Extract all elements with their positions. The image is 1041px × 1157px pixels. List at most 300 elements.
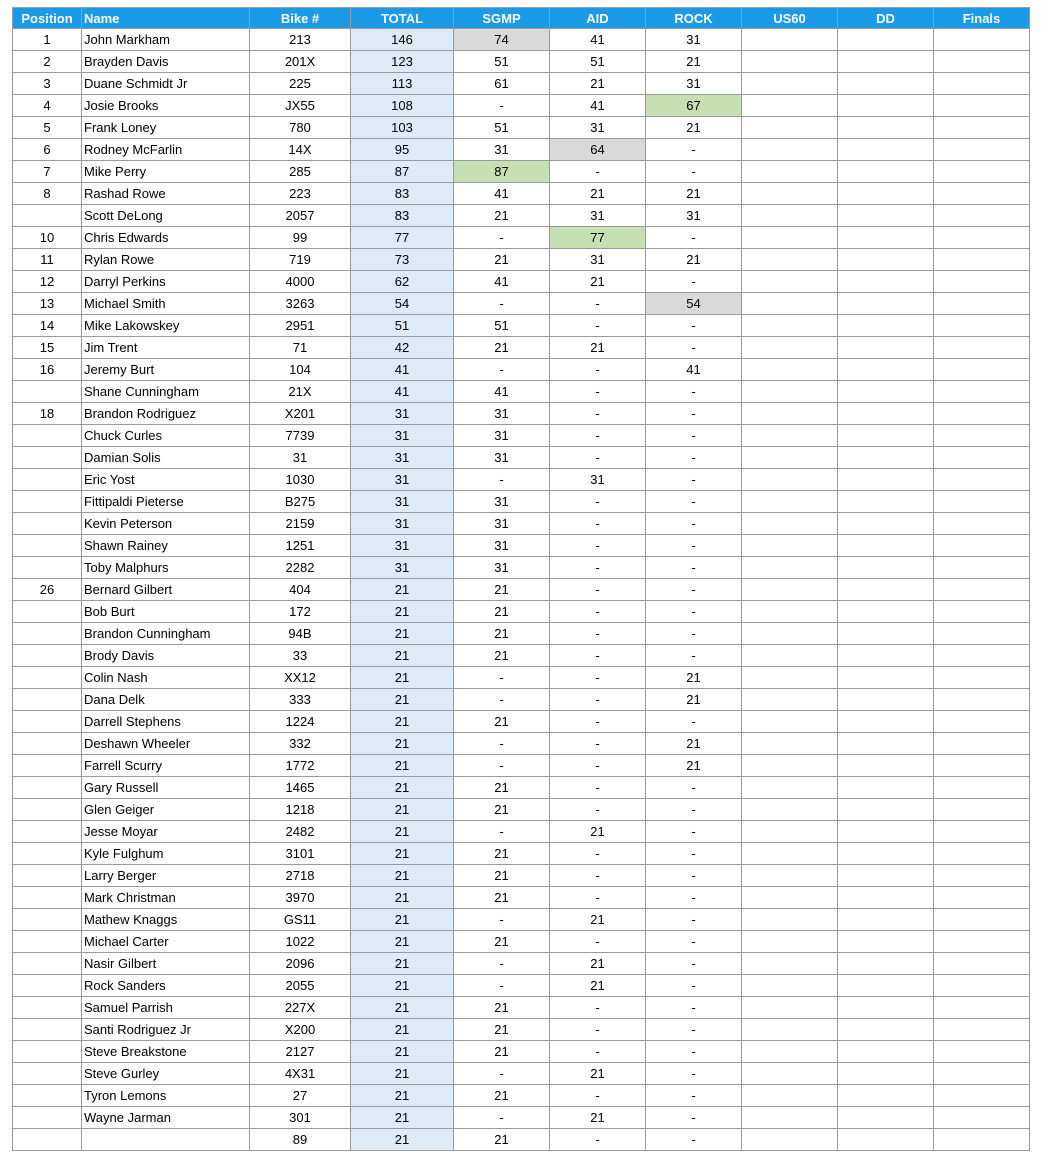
us60-points-cell[interactable]: [742, 1107, 838, 1129]
header-rock[interactable]: ROCK: [646, 8, 742, 29]
total-points-cell[interactable]: 54: [351, 293, 454, 315]
us60-points-cell[interactable]: [742, 1041, 838, 1063]
position-cell[interactable]: 11: [13, 249, 82, 271]
dd-points-cell[interactable]: [838, 997, 934, 1019]
finals-points-cell[interactable]: [934, 865, 1030, 887]
aid-points-cell[interactable]: 21: [550, 1107, 646, 1129]
total-points-cell[interactable]: 62: [351, 271, 454, 293]
total-points-cell[interactable]: 108: [351, 95, 454, 117]
rock-points-cell[interactable]: -: [646, 1063, 742, 1085]
us60-points-cell[interactable]: [742, 51, 838, 73]
aid-points-cell[interactable]: -: [550, 755, 646, 777]
sgmp-points-cell[interactable]: 21: [454, 645, 550, 667]
position-cell[interactable]: [13, 799, 82, 821]
sgmp-points-cell[interactable]: 21: [454, 205, 550, 227]
dd-points-cell[interactable]: [838, 205, 934, 227]
aid-points-cell[interactable]: 41: [550, 95, 646, 117]
aid-points-cell[interactable]: -: [550, 491, 646, 513]
rider-name-cell[interactable]: Farrell Scurry: [82, 755, 250, 777]
bike-number-cell[interactable]: 223: [250, 183, 351, 205]
rider-name-cell[interactable]: Santi Rodriguez Jr: [82, 1019, 250, 1041]
sgmp-points-cell[interactable]: -: [454, 975, 550, 997]
rock-points-cell[interactable]: -: [646, 975, 742, 997]
finals-points-cell[interactable]: [934, 887, 1030, 909]
finals-points-cell[interactable]: [934, 711, 1030, 733]
position-cell[interactable]: 10: [13, 227, 82, 249]
dd-points-cell[interactable]: [838, 865, 934, 887]
dd-points-cell[interactable]: [838, 1129, 934, 1151]
finals-points-cell[interactable]: [934, 755, 1030, 777]
finals-points-cell[interactable]: [934, 95, 1030, 117]
sgmp-points-cell[interactable]: 31: [454, 491, 550, 513]
rider-name-cell[interactable]: Brayden Davis: [82, 51, 250, 73]
sgmp-points-cell[interactable]: 41: [454, 183, 550, 205]
finals-points-cell[interactable]: [934, 601, 1030, 623]
us60-points-cell[interactable]: [742, 865, 838, 887]
rock-points-cell[interactable]: -: [646, 1019, 742, 1041]
bike-number-cell[interactable]: 2951: [250, 315, 351, 337]
aid-points-cell[interactable]: -: [550, 535, 646, 557]
rock-points-cell[interactable]: -: [646, 953, 742, 975]
position-cell[interactable]: [13, 491, 82, 513]
total-points-cell[interactable]: 87: [351, 161, 454, 183]
bike-number-cell[interactable]: 3263: [250, 293, 351, 315]
finals-points-cell[interactable]: [934, 843, 1030, 865]
sgmp-points-cell[interactable]: 31: [454, 513, 550, 535]
bike-number-cell[interactable]: 2096: [250, 953, 351, 975]
dd-points-cell[interactable]: [838, 469, 934, 491]
rock-points-cell[interactable]: -: [646, 227, 742, 249]
sgmp-points-cell[interactable]: 21: [454, 623, 550, 645]
aid-points-cell[interactable]: 77: [550, 227, 646, 249]
position-cell[interactable]: [13, 205, 82, 227]
rider-name-cell[interactable]: Rock Sanders: [82, 975, 250, 997]
sgmp-points-cell[interactable]: -: [454, 469, 550, 491]
bike-number-cell[interactable]: 301: [250, 1107, 351, 1129]
us60-points-cell[interactable]: [742, 755, 838, 777]
rock-points-cell[interactable]: -: [646, 711, 742, 733]
rock-points-cell[interactable]: -: [646, 535, 742, 557]
rider-name-cell[interactable]: Damian Solis: [82, 447, 250, 469]
aid-points-cell[interactable]: -: [550, 1041, 646, 1063]
us60-points-cell[interactable]: [742, 469, 838, 491]
total-points-cell[interactable]: 31: [351, 469, 454, 491]
rock-points-cell[interactable]: -: [646, 447, 742, 469]
header-name[interactable]: Name: [82, 8, 250, 29]
position-cell[interactable]: 2: [13, 51, 82, 73]
us60-points-cell[interactable]: [742, 799, 838, 821]
rider-name-cell[interactable]: Colin Nash: [82, 667, 250, 689]
aid-points-cell[interactable]: -: [550, 623, 646, 645]
total-points-cell[interactable]: 21: [351, 799, 454, 821]
rider-name-cell[interactable]: Jeremy Burt: [82, 359, 250, 381]
position-cell[interactable]: [13, 975, 82, 997]
rider-name-cell[interactable]: Steve Breakstone: [82, 1041, 250, 1063]
rock-points-cell[interactable]: -: [646, 161, 742, 183]
total-points-cell[interactable]: 95: [351, 139, 454, 161]
us60-points-cell[interactable]: [742, 777, 838, 799]
rock-points-cell[interactable]: 41: [646, 359, 742, 381]
total-points-cell[interactable]: 31: [351, 491, 454, 513]
aid-points-cell[interactable]: -: [550, 601, 646, 623]
us60-points-cell[interactable]: [742, 645, 838, 667]
sgmp-points-cell[interactable]: 31: [454, 425, 550, 447]
total-points-cell[interactable]: 21: [351, 601, 454, 623]
dd-points-cell[interactable]: [838, 403, 934, 425]
bike-number-cell[interactable]: 94B: [250, 623, 351, 645]
sgmp-points-cell[interactable]: -: [454, 909, 550, 931]
sgmp-points-cell[interactable]: 51: [454, 117, 550, 139]
position-cell[interactable]: 3: [13, 73, 82, 95]
us60-points-cell[interactable]: [742, 1063, 838, 1085]
aid-points-cell[interactable]: 21: [550, 953, 646, 975]
rock-points-cell[interactable]: 54: [646, 293, 742, 315]
finals-points-cell[interactable]: [934, 271, 1030, 293]
finals-points-cell[interactable]: [934, 491, 1030, 513]
header-sgmp[interactable]: SGMP: [454, 8, 550, 29]
us60-points-cell[interactable]: [742, 887, 838, 909]
dd-points-cell[interactable]: [838, 315, 934, 337]
us60-points-cell[interactable]: [742, 161, 838, 183]
dd-points-cell[interactable]: [838, 425, 934, 447]
aid-points-cell[interactable]: 41: [550, 29, 646, 51]
rock-points-cell[interactable]: -: [646, 799, 742, 821]
rock-points-cell[interactable]: -: [646, 139, 742, 161]
finals-points-cell[interactable]: [934, 249, 1030, 271]
total-points-cell[interactable]: 83: [351, 205, 454, 227]
bike-number-cell[interactable]: 2159: [250, 513, 351, 535]
total-points-cell[interactable]: 21: [351, 579, 454, 601]
aid-points-cell[interactable]: -: [550, 447, 646, 469]
bike-number-cell[interactable]: GS11: [250, 909, 351, 931]
total-points-cell[interactable]: 21: [351, 843, 454, 865]
us60-points-cell[interactable]: [742, 403, 838, 425]
finals-points-cell[interactable]: [934, 315, 1030, 337]
us60-points-cell[interactable]: [742, 249, 838, 271]
position-cell[interactable]: 4: [13, 95, 82, 117]
rock-points-cell[interactable]: 21: [646, 733, 742, 755]
dd-points-cell[interactable]: [838, 183, 934, 205]
sgmp-points-cell[interactable]: 21: [454, 1019, 550, 1041]
us60-points-cell[interactable]: [742, 579, 838, 601]
finals-points-cell[interactable]: [934, 645, 1030, 667]
position-cell[interactable]: [13, 667, 82, 689]
sgmp-points-cell[interactable]: 21: [454, 887, 550, 909]
rock-points-cell[interactable]: -: [646, 491, 742, 513]
rider-name-cell[interactable]: Michael Carter: [82, 931, 250, 953]
dd-points-cell[interactable]: [838, 73, 934, 95]
aid-points-cell[interactable]: -: [550, 931, 646, 953]
sgmp-points-cell[interactable]: -: [454, 293, 550, 315]
us60-points-cell[interactable]: [742, 975, 838, 997]
bike-number-cell[interactable]: 1022: [250, 931, 351, 953]
sgmp-points-cell[interactable]: -: [454, 953, 550, 975]
bike-number-cell[interactable]: 1465: [250, 777, 351, 799]
finals-points-cell[interactable]: [934, 777, 1030, 799]
bike-number-cell[interactable]: 3970: [250, 887, 351, 909]
bike-number-cell[interactable]: 2718: [250, 865, 351, 887]
us60-points-cell[interactable]: [742, 821, 838, 843]
position-cell[interactable]: [13, 447, 82, 469]
rider-name-cell[interactable]: Nasir Gilbert: [82, 953, 250, 975]
rock-points-cell[interactable]: -: [646, 601, 742, 623]
rock-points-cell[interactable]: -: [646, 909, 742, 931]
finals-points-cell[interactable]: [934, 447, 1030, 469]
dd-points-cell[interactable]: [838, 557, 934, 579]
position-cell[interactable]: 5: [13, 117, 82, 139]
sgmp-points-cell[interactable]: -: [454, 95, 550, 117]
rider-name-cell[interactable]: Jim Trent: [82, 337, 250, 359]
aid-points-cell[interactable]: -: [550, 315, 646, 337]
bike-number-cell[interactable]: X201: [250, 403, 351, 425]
aid-points-cell[interactable]: -: [550, 997, 646, 1019]
sgmp-points-cell[interactable]: -: [454, 667, 550, 689]
rider-name-cell[interactable]: Kevin Peterson: [82, 513, 250, 535]
sgmp-points-cell[interactable]: 21: [454, 843, 550, 865]
sgmp-points-cell[interactable]: 21: [454, 1041, 550, 1063]
bike-number-cell[interactable]: 21X: [250, 381, 351, 403]
aid-points-cell[interactable]: -: [550, 865, 646, 887]
sgmp-points-cell[interactable]: -: [454, 359, 550, 381]
position-cell[interactable]: [13, 909, 82, 931]
rider-name-cell[interactable]: Duane Schmidt Jr: [82, 73, 250, 95]
us60-points-cell[interactable]: [742, 491, 838, 513]
sgmp-points-cell[interactable]: 41: [454, 271, 550, 293]
rider-name-cell[interactable]: Gary Russell: [82, 777, 250, 799]
dd-points-cell[interactable]: [838, 1085, 934, 1107]
rider-name-cell[interactable]: Scott DeLong: [82, 205, 250, 227]
rider-name-cell[interactable]: Fittipaldi Pieterse: [82, 491, 250, 513]
total-points-cell[interactable]: 21: [351, 777, 454, 799]
bike-number-cell[interactable]: 4000: [250, 271, 351, 293]
finals-points-cell[interactable]: [934, 667, 1030, 689]
sgmp-points-cell[interactable]: -: [454, 755, 550, 777]
sgmp-points-cell[interactable]: 21: [454, 601, 550, 623]
sgmp-points-cell[interactable]: 21: [454, 865, 550, 887]
finals-points-cell[interactable]: [934, 821, 1030, 843]
bike-number-cell[interactable]: 4X31: [250, 1063, 351, 1085]
rider-name-cell[interactable]: Deshawn Wheeler: [82, 733, 250, 755]
bike-number-cell[interactable]: 2055: [250, 975, 351, 997]
aid-points-cell[interactable]: 31: [550, 205, 646, 227]
us60-points-cell[interactable]: [742, 535, 838, 557]
finals-points-cell[interactable]: [934, 579, 1030, 601]
finals-points-cell[interactable]: [934, 205, 1030, 227]
aid-points-cell[interactable]: -: [550, 381, 646, 403]
dd-points-cell[interactable]: [838, 337, 934, 359]
total-points-cell[interactable]: 31: [351, 535, 454, 557]
dd-points-cell[interactable]: [838, 513, 934, 535]
bike-number-cell[interactable]: 31: [250, 447, 351, 469]
sgmp-points-cell[interactable]: 51: [454, 315, 550, 337]
rock-points-cell[interactable]: 31: [646, 73, 742, 95]
rider-name-cell[interactable]: Kyle Fulghum: [82, 843, 250, 865]
total-points-cell[interactable]: 21: [351, 865, 454, 887]
finals-points-cell[interactable]: [934, 513, 1030, 535]
position-cell[interactable]: [13, 425, 82, 447]
position-cell[interactable]: [13, 601, 82, 623]
dd-points-cell[interactable]: [838, 1107, 934, 1129]
aid-points-cell[interactable]: -: [550, 667, 646, 689]
sgmp-points-cell[interactable]: 31: [454, 447, 550, 469]
position-cell[interactable]: 15: [13, 337, 82, 359]
bike-number-cell[interactable]: 285: [250, 161, 351, 183]
position-cell[interactable]: [13, 997, 82, 1019]
rock-points-cell[interactable]: -: [646, 315, 742, 337]
rock-points-cell[interactable]: -: [646, 821, 742, 843]
position-cell[interactable]: [13, 953, 82, 975]
rock-points-cell[interactable]: -: [646, 579, 742, 601]
rider-name-cell[interactable]: Wayne Jarman: [82, 1107, 250, 1129]
sgmp-points-cell[interactable]: -: [454, 821, 550, 843]
position-cell[interactable]: 6: [13, 139, 82, 161]
dd-points-cell[interactable]: [838, 491, 934, 513]
us60-points-cell[interactable]: [742, 689, 838, 711]
header-total[interactable]: TOTAL: [351, 8, 454, 29]
bike-number-cell[interactable]: 719: [250, 249, 351, 271]
position-cell[interactable]: [13, 711, 82, 733]
position-cell[interactable]: [13, 1129, 82, 1151]
total-points-cell[interactable]: 21: [351, 909, 454, 931]
aid-points-cell[interactable]: -: [550, 777, 646, 799]
aid-points-cell[interactable]: -: [550, 425, 646, 447]
us60-points-cell[interactable]: [742, 623, 838, 645]
total-points-cell[interactable]: 21: [351, 1107, 454, 1129]
rock-points-cell[interactable]: 21: [646, 689, 742, 711]
rock-points-cell[interactable]: -: [646, 887, 742, 909]
finals-points-cell[interactable]: [934, 1019, 1030, 1041]
us60-points-cell[interactable]: [742, 381, 838, 403]
us60-points-cell[interactable]: [742, 997, 838, 1019]
bike-number-cell[interactable]: B275: [250, 491, 351, 513]
dd-points-cell[interactable]: [838, 293, 934, 315]
aid-points-cell[interactable]: 51: [550, 51, 646, 73]
sgmp-points-cell[interactable]: 21: [454, 777, 550, 799]
dd-points-cell[interactable]: [838, 1063, 934, 1085]
aid-points-cell[interactable]: -: [550, 403, 646, 425]
aid-points-cell[interactable]: -: [550, 1085, 646, 1107]
total-points-cell[interactable]: 113: [351, 73, 454, 95]
bike-number-cell[interactable]: 99: [250, 227, 351, 249]
finals-points-cell[interactable]: [934, 139, 1030, 161]
bike-number-cell[interactable]: 1224: [250, 711, 351, 733]
finals-points-cell[interactable]: [934, 183, 1030, 205]
position-cell[interactable]: 1: [13, 29, 82, 51]
rock-points-cell[interactable]: -: [646, 1041, 742, 1063]
aid-points-cell[interactable]: -: [550, 513, 646, 535]
bike-number-cell[interactable]: 213: [250, 29, 351, 51]
bike-number-cell[interactable]: 14X: [250, 139, 351, 161]
rider-name-cell[interactable]: Bernard Gilbert: [82, 579, 250, 601]
sgmp-points-cell[interactable]: 51: [454, 51, 550, 73]
rider-name-cell[interactable]: Dana Delk: [82, 689, 250, 711]
position-cell[interactable]: [13, 1085, 82, 1107]
dd-points-cell[interactable]: [838, 799, 934, 821]
position-cell[interactable]: [13, 1107, 82, 1129]
sgmp-points-cell[interactable]: -: [454, 1107, 550, 1129]
us60-points-cell[interactable]: [742, 29, 838, 51]
position-cell[interactable]: 14: [13, 315, 82, 337]
us60-points-cell[interactable]: [742, 95, 838, 117]
us60-points-cell[interactable]: [742, 425, 838, 447]
position-cell[interactable]: [13, 865, 82, 887]
total-points-cell[interactable]: 123: [351, 51, 454, 73]
aid-points-cell[interactable]: -: [550, 733, 646, 755]
us60-points-cell[interactable]: [742, 601, 838, 623]
us60-points-cell[interactable]: [742, 139, 838, 161]
aid-points-cell[interactable]: 64: [550, 139, 646, 161]
dd-points-cell[interactable]: [838, 535, 934, 557]
dd-points-cell[interactable]: [838, 51, 934, 73]
dd-points-cell[interactable]: [838, 381, 934, 403]
dd-points-cell[interactable]: [838, 953, 934, 975]
rider-name-cell[interactable]: Rylan Rowe: [82, 249, 250, 271]
total-points-cell[interactable]: 31: [351, 403, 454, 425]
bike-number-cell[interactable]: 201X: [250, 51, 351, 73]
dd-points-cell[interactable]: [838, 711, 934, 733]
position-cell[interactable]: [13, 557, 82, 579]
dd-points-cell[interactable]: [838, 645, 934, 667]
total-points-cell[interactable]: 103: [351, 117, 454, 139]
bike-number-cell[interactable]: 404: [250, 579, 351, 601]
dd-points-cell[interactable]: [838, 161, 934, 183]
us60-points-cell[interactable]: [742, 315, 838, 337]
header-aid[interactable]: AID: [550, 8, 646, 29]
sgmp-points-cell[interactable]: 21: [454, 579, 550, 601]
total-points-cell[interactable]: 21: [351, 667, 454, 689]
sgmp-points-cell[interactable]: 31: [454, 535, 550, 557]
total-points-cell[interactable]: 21: [351, 733, 454, 755]
rock-points-cell[interactable]: 21: [646, 755, 742, 777]
dd-points-cell[interactable]: [838, 755, 934, 777]
dd-points-cell[interactable]: [838, 1041, 934, 1063]
rock-points-cell[interactable]: -: [646, 337, 742, 359]
total-points-cell[interactable]: 31: [351, 513, 454, 535]
rider-name-cell[interactable]: Brody Davis: [82, 645, 250, 667]
us60-points-cell[interactable]: [742, 183, 838, 205]
finals-points-cell[interactable]: [934, 1107, 1030, 1129]
dd-points-cell[interactable]: [838, 359, 934, 381]
rider-name-cell[interactable]: Samuel Parrish: [82, 997, 250, 1019]
rider-name-cell[interactable]: Tyron Lemons: [82, 1085, 250, 1107]
header-finals[interactable]: Finals: [934, 8, 1030, 29]
rider-name-cell[interactable]: Mike Lakowskey: [82, 315, 250, 337]
total-points-cell[interactable]: 31: [351, 447, 454, 469]
bike-number-cell[interactable]: 2127: [250, 1041, 351, 1063]
total-points-cell[interactable]: 21: [351, 887, 454, 909]
position-cell[interactable]: [13, 381, 82, 403]
total-points-cell[interactable]: 21: [351, 645, 454, 667]
rider-name-cell[interactable]: Brandon Rodriguez: [82, 403, 250, 425]
total-points-cell[interactable]: 41: [351, 381, 454, 403]
aid-points-cell[interactable]: -: [550, 645, 646, 667]
finals-points-cell[interactable]: [934, 337, 1030, 359]
sgmp-points-cell[interactable]: 41: [454, 381, 550, 403]
aid-points-cell[interactable]: -: [550, 161, 646, 183]
us60-points-cell[interactable]: [742, 931, 838, 953]
rock-points-cell[interactable]: -: [646, 623, 742, 645]
dd-points-cell[interactable]: [838, 689, 934, 711]
sgmp-points-cell[interactable]: 21: [454, 711, 550, 733]
position-cell[interactable]: [13, 645, 82, 667]
dd-points-cell[interactable]: [838, 623, 934, 645]
rock-points-cell[interactable]: -: [646, 931, 742, 953]
bike-number-cell[interactable]: X200: [250, 1019, 351, 1041]
aid-points-cell[interactable]: 21: [550, 271, 646, 293]
position-cell[interactable]: 13: [13, 293, 82, 315]
bike-number-cell[interactable]: 27: [250, 1085, 351, 1107]
rider-name-cell[interactable]: Chuck Curles: [82, 425, 250, 447]
